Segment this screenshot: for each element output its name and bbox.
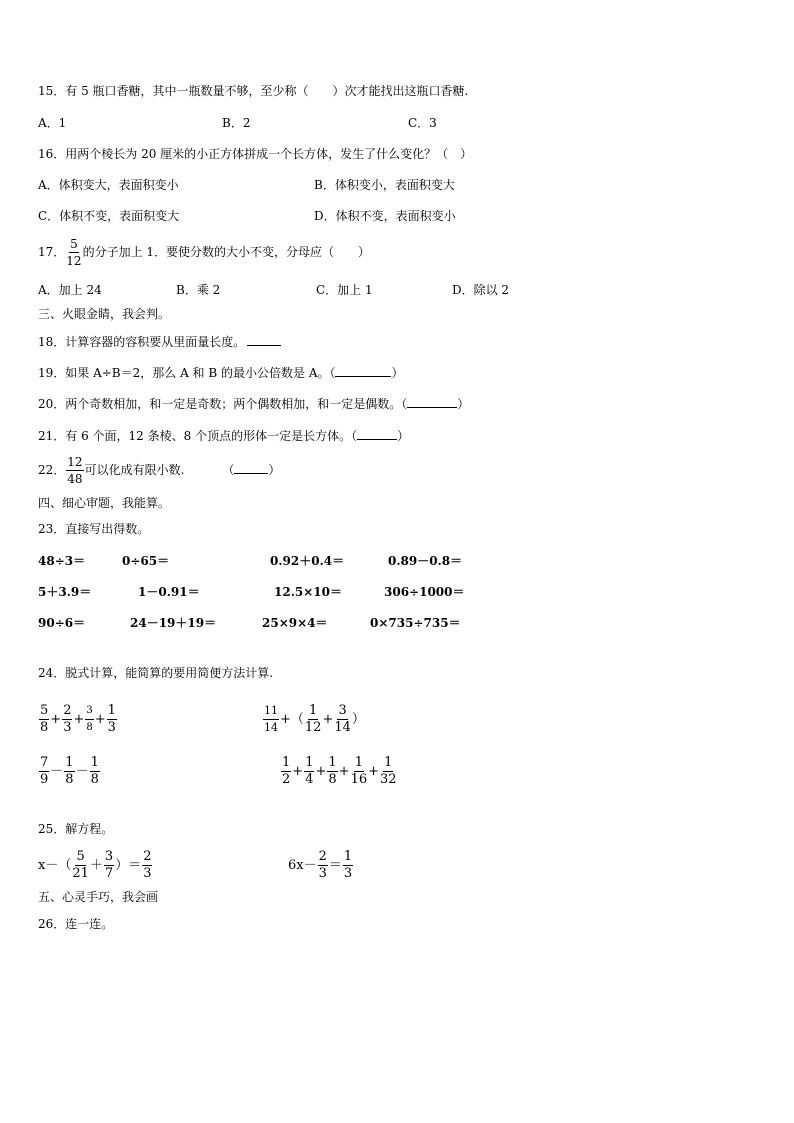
fraction: $\frac{2}{3}$ xyxy=(318,849,327,881)
q21-text: 21．有 6 个面，12 条棱、8 个顶点的形体一定是长方体。（ xyxy=(38,429,358,443)
q22 xyxy=(38,452,280,488)
q21-answer-blank[interactable] xyxy=(357,428,397,440)
q19 xyxy=(38,365,404,380)
fraction: $\frac{1}{32}$ xyxy=(380,755,397,787)
section-4-heading: 四、细心审题，我能算。 xyxy=(38,496,171,510)
q22-close: ） xyxy=(268,463,281,477)
q25-equation-1: x－（ $\frac{5}{21}$ ＋ $\frac{3}{7}$ ）＝ $\frac{2}{3}$ xyxy=(38,849,152,881)
q17-option-c: C．加上 1 xyxy=(316,283,373,297)
q17-option-b: B．乘 2 xyxy=(176,283,221,297)
q20 xyxy=(38,396,469,411)
q15-option-c: C．3 xyxy=(408,116,437,130)
fraction: $\frac{1}{3}$ xyxy=(107,703,116,735)
q20-close: ） xyxy=(457,397,470,411)
q24-expression-2: $\frac{11}{14}$ +（ $\frac{1}{12}$ + $\frac{3}{14}$ ） xyxy=(264,703,365,735)
fraction: $\frac{2}{3}$ xyxy=(63,703,72,735)
q16-option-d: D．体积不变，表面积变小 xyxy=(314,209,456,223)
q17-number: 17． xyxy=(38,245,66,259)
q23-cell: 90÷6＝ xyxy=(38,616,86,630)
q23-cell: 0.89－0.8＝ xyxy=(388,554,463,568)
q18 xyxy=(38,334,281,349)
fraction: $\frac{1}{12}$ xyxy=(304,703,322,735)
q23-cell: 306÷1000＝ xyxy=(384,585,465,599)
q19-answer-blank[interactable] xyxy=(335,365,391,377)
fraction: $\frac{3}{8}$ xyxy=(86,705,93,733)
fraction: $\frac{7}{9}$ xyxy=(40,755,49,787)
q15-option-a: A．1 xyxy=(38,116,67,130)
q23-cell: 0×735÷735＝ xyxy=(370,616,461,630)
fraction: $\frac{2}{3}$ xyxy=(143,849,152,881)
q17-stem xyxy=(38,234,370,270)
fraction: $\frac{1}{3}$ xyxy=(343,849,353,881)
fraction: $\frac{1}{8}$ xyxy=(328,755,337,787)
section-5-heading: 五、心灵手巧，我会画 xyxy=(38,890,159,904)
q16-stem: 16．用两个棱长为 20 厘米的小正方体拼成一个长方体，发生了什么变化？（ ） xyxy=(38,147,473,161)
q16-option-c: C．体积不变，表面积变大 xyxy=(38,209,180,223)
q25-stem: 25．解方程。 xyxy=(38,822,114,836)
q23-cell: 5＋3.9＝ xyxy=(38,585,92,599)
fraction: $\frac{1}{2}$ xyxy=(282,755,291,787)
q23-cell: 1－0.91＝ xyxy=(138,585,200,599)
q24-stem: 24．脱式计算，能简算的要用简便方法计算. xyxy=(38,666,274,680)
q24-expression-3: $\frac{7}{9}$ － $\frac{1}{8}$ － $\frac{1}{8}$ xyxy=(40,755,99,787)
q18-answer-blank[interactable] xyxy=(247,334,281,346)
q24-expression-4: $\frac{1}{2}$ + $\frac{1}{4}$ + $\frac{1}{8}$ + $\frac{1}{16}$ + $\frac{1}{32}$ xyxy=(282,755,397,787)
q22-answer-blank[interactable] xyxy=(234,462,268,474)
q17-frac-numerator: 5 xyxy=(70,237,78,251)
q22-frac-denominator: 48 xyxy=(67,472,83,486)
q23-cell: 25×9×4＝ xyxy=(262,616,328,630)
q26-stem: 26．连一连。 xyxy=(38,917,114,931)
q19-close: ） xyxy=(391,366,404,380)
q23-cell: 0.92＋0.4＝ xyxy=(270,554,345,568)
q23-cell: 0÷65＝ xyxy=(122,554,170,568)
q17-fraction xyxy=(66,237,81,268)
q23-cell: 12.5×10＝ xyxy=(274,585,342,599)
q17-option-d: D．除以 2 xyxy=(452,283,510,297)
q23-cell: 48÷3＝ xyxy=(38,554,86,568)
q21-close: ） xyxy=(397,429,410,443)
q23-stem: 23．直接写出得数。 xyxy=(38,522,150,536)
fraction: $\frac{5}{8}$ xyxy=(40,703,49,735)
fraction: $\frac{1}{4}$ xyxy=(305,755,314,787)
q17-option-a: A．加上 24 xyxy=(38,283,102,297)
q22-text: 可以化成有限小数. xyxy=(84,463,185,477)
q20-answer-blank[interactable] xyxy=(407,396,457,408)
q22-frac-numerator: 12 xyxy=(67,455,83,469)
fraction: $\frac{3}{14}$ xyxy=(334,703,351,735)
fraction: $\frac{5}{21}$ xyxy=(72,849,89,881)
q22-fraction xyxy=(66,455,83,486)
fraction: $\frac{1}{8}$ xyxy=(65,755,74,787)
q20-text: 20．两个奇数相加，和一定是奇数；两个偶数相加，和一定是偶数。（ xyxy=(38,397,408,411)
fraction: $\frac{1}{16}$ xyxy=(350,755,368,787)
section-3-heading: 三、火眼金睛，我会判。 xyxy=(38,307,171,321)
q17-frac-denominator: 12 xyxy=(66,254,82,268)
fraction: $\frac{1}{8}$ xyxy=(90,755,99,787)
fraction: $\frac{11}{14}$ xyxy=(264,704,278,734)
fraction: $\frac{3}{7}$ xyxy=(104,849,114,881)
q16-option-b: B．体积变小，表面积变大 xyxy=(314,178,455,192)
q18-text: 18．计算容器的容积要从里面量长度。 xyxy=(38,335,246,349)
q21 xyxy=(38,428,409,443)
q19-text: 19．如果 A÷B＝2，那么 A 和 B 的最小公倍数是 A。（ xyxy=(38,366,336,380)
q24-expression-1: $\frac{5}{8}$ + $\frac{2}{3}$ + $\frac{3}{8}$ + $\frac{1}{3}$ xyxy=(40,703,116,735)
q23-cell: 24－19＋19＝ xyxy=(130,616,217,630)
q25-equation-2: 6x－ $\frac{2}{3}$ ＝ $\frac{1}{3}$ xyxy=(288,849,353,881)
q22-number: 22． xyxy=(38,463,66,477)
q16-option-a: A．体积变大，表面积变小 xyxy=(38,178,179,192)
q22-open: （ xyxy=(222,463,235,477)
q17-text: 的分子加上 1．要使分数的大小不变，分母应（ ） xyxy=(82,245,371,259)
q15-stem: 15．有 5 瓶口香糖，其中一瓶数量不够，至少称（ ）次才能找出这瓶口香糖. xyxy=(38,84,469,98)
q15-option-b: B．2 xyxy=(222,116,251,130)
